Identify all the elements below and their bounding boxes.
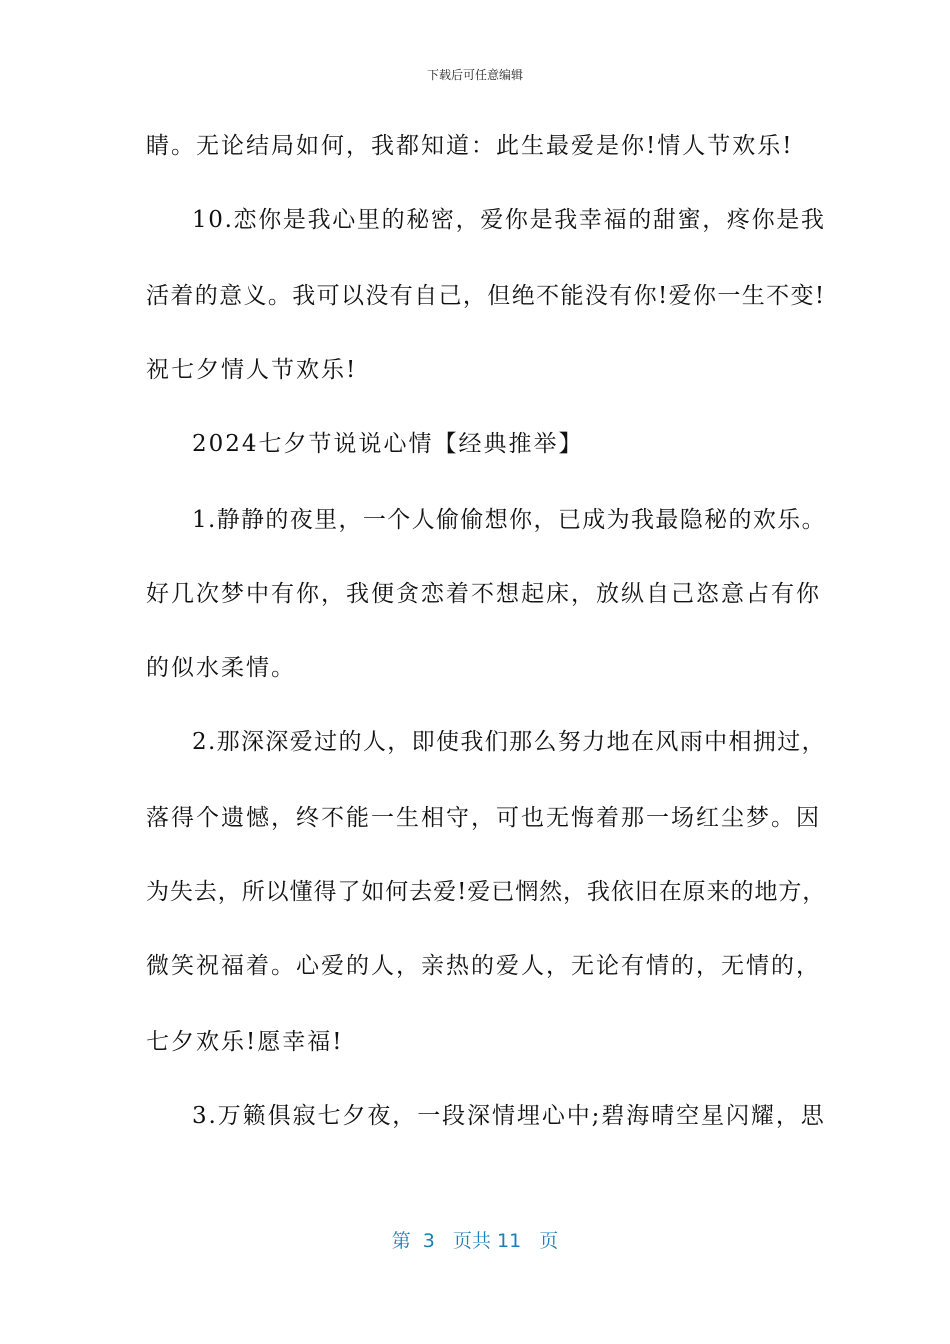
text-line: 好几次梦中有你，我便贪恋着不想起床，放纵自己恣意占有你 (146, 581, 821, 607)
section-heading: 2024七夕节说说心情【经典推举】 (192, 431, 584, 457)
text-line: 祝七夕情人节欢乐! (146, 357, 358, 383)
text-line: 活着的意义。我可以没有自己，但绝不能没有你!爱你一生不变! (146, 283, 826, 309)
text-line: 七夕欢乐!愿幸福! (146, 1029, 344, 1055)
page-header: 下载后可任意编辑 (426, 68, 523, 82)
text-line: 睛。无论结局如何，我都知道：此生最爱是你!情人节欢乐! (146, 133, 794, 159)
text-line: 1.静静的夜里，一个人偷偷想你，已成为我最隐秘的欢乐。 (192, 507, 826, 533)
text-line: 为失去，所以懂得了如何去爱!爱已惘然，我依旧在原来的地方， (146, 879, 827, 905)
text-line: 3.万籁俱寂七夕夜，一段深情埋心中;碧海晴空星闪耀，思 (192, 1103, 826, 1129)
text-line: 的似水柔情。 (146, 655, 296, 681)
text-line: 落得个遗憾，终不能一生相守，可也无悔着那一场红尘梦。因 (146, 805, 821, 831)
text-line: 微笑祝福着。心爱的人，亲热的爱人，无论有情的，无情的， (146, 953, 821, 979)
text-line: 2.那深深爱过的人，即使我们那么努力地在风雨中相拥过， (192, 729, 826, 755)
text-line: 10.恋你是我心里的秘密，爱你是我幸福的甜蜜，疼你是我 (192, 207, 826, 233)
page-footer: 第 3 页共 11 页 (391, 1230, 559, 1252)
